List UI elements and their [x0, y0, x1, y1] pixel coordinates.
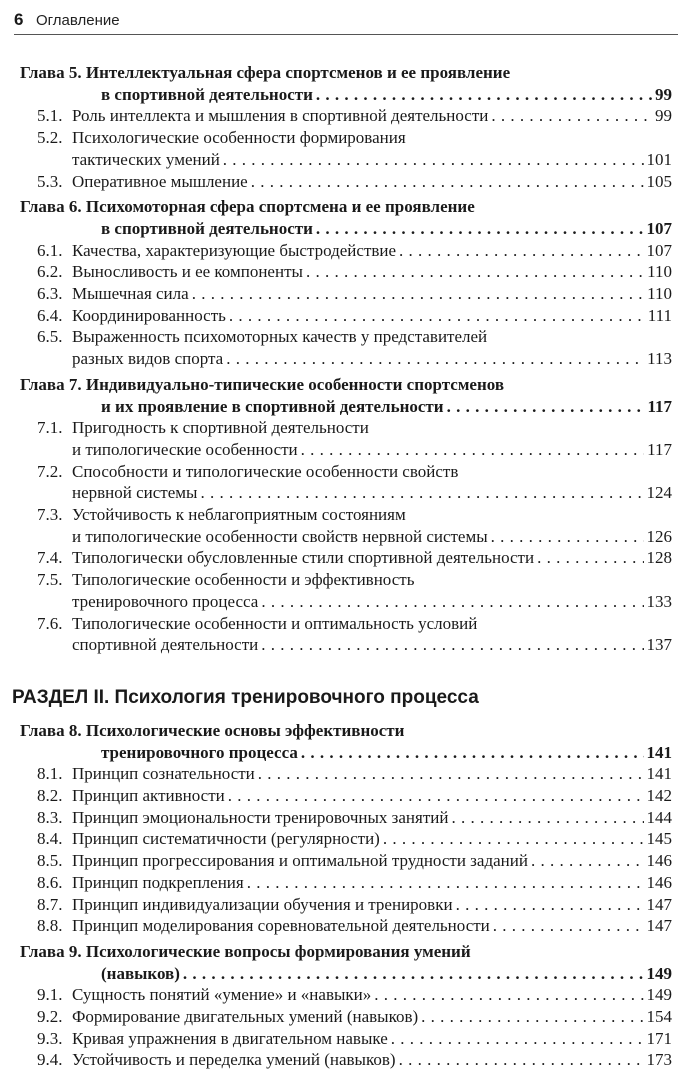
toc-row: [101, 742, 672, 764]
entry-title: нервной системы: [72, 483, 198, 503]
toc-row: [72, 1028, 672, 1050]
entry-title: Принцип подкрепления: [72, 872, 244, 892]
page-ref: 146: [646, 851, 672, 871]
entry-title: и типологические особенности свойств нервной системы: [72, 526, 488, 546]
entry-title: спортивной деятельности: [72, 635, 259, 655]
entry-title: Формирование двигательных умений (навыков): [72, 1007, 419, 1026]
item-title: Типологические особенности и эффективность: [72, 570, 415, 590]
toc-row: [72, 591, 672, 613]
entry-title: Сущность понятий «умение» и «навыки»: [72, 985, 372, 1005]
toc-row: [72, 915, 672, 937]
item-number: 6.3.: [37, 284, 63, 303]
toc-row: [101, 218, 672, 240]
entry-title: Выносливость и ее компоненты: [72, 262, 303, 282]
item-number: 8.8.: [37, 916, 63, 936]
entry-title: тренировочного процесса: [72, 591, 259, 611]
entry-title: разных видов спорта: [72, 349, 224, 369]
dot-leader: [537, 547, 643, 569]
dot-leader: [491, 105, 652, 127]
entry-title: Принцип моделирования соревновательной деятельности: [72, 916, 490, 936]
toc-row: [72, 785, 672, 807]
chapter-title: Глава 5. Интеллектуальная сфера спортсменов и ее проявление: [20, 63, 511, 82]
page-ref: 154: [646, 1007, 672, 1026]
entry-title: Роль интеллекта и мышления в спортивной деятельности: [72, 106, 489, 126]
page-ref: 147: [646, 894, 672, 914]
page-ref: 124: [646, 483, 672, 503]
entry-title: и типологические особенности: [72, 439, 298, 459]
page-ref: 99: [655, 106, 672, 126]
dot-leader: [491, 526, 644, 548]
chapter-title: Глава 8. Психологические основы эффективности: [20, 720, 405, 740]
item-number: 8.3.: [37, 807, 63, 827]
entry-title: в спортивной деятельности: [101, 84, 313, 104]
item-number: 6.5.: [37, 327, 63, 347]
item-number: 6.1.: [37, 240, 63, 260]
item-number: 7.3.: [37, 505, 63, 524]
toc-row: [72, 763, 672, 785]
item-number: 9.3.: [37, 1028, 63, 1048]
dot-leader: [229, 305, 645, 327]
item-number: 5.3.: [37, 171, 63, 191]
entry-title: Принцип эмоциональности тренировочных занятий: [72, 807, 449, 827]
dot-leader: [251, 171, 644, 193]
page-ref: 117: [647, 396, 672, 416]
toc-row: [72, 240, 672, 262]
item-number: 7.2.: [37, 461, 63, 481]
dot-leader: [223, 149, 644, 171]
entry-title: и их проявление в спортивной деятельности: [101, 396, 444, 416]
section-title: РАЗДЕЛ II. Психология тренировочного процесса: [12, 686, 479, 708]
entry-title: тренировочного процесса: [101, 742, 298, 762]
item-number: 8.7.: [37, 894, 63, 914]
entry-title: Принцип систематичности (регулярности): [72, 829, 380, 849]
item-number: 9.4.: [37, 1050, 63, 1070]
page-ref: 141: [646, 764, 672, 784]
toc-row: [101, 396, 672, 418]
page-ref: 171: [646, 1028, 672, 1048]
page-ref: 142: [646, 786, 672, 805]
running-head: Оглавление: [36, 12, 120, 29]
entry-title: (навыков): [101, 963, 180, 983]
dot-leader: [374, 984, 643, 1006]
item-number: 7.6.: [37, 613, 63, 633]
page-ref: 149: [646, 963, 672, 983]
page-ref: 133: [646, 591, 672, 611]
page-ref: 173: [646, 1050, 672, 1070]
item-number: 8.1.: [37, 764, 63, 784]
dot-leader: [261, 591, 643, 613]
toc-row: [72, 894, 672, 916]
page-ref: 147: [646, 916, 672, 936]
item-title: Типологические особенности и оптимальность условий: [72, 613, 478, 633]
item-number: 8.5.: [37, 851, 63, 871]
page-ref: 137: [646, 635, 672, 655]
entry-title: Оперативное мышление: [72, 171, 248, 191]
entry-title: Устойчивость и переделка умений (навыков): [72, 1050, 396, 1070]
toc-row: [101, 963, 672, 985]
page-ref: 117: [647, 439, 672, 459]
toc-row: [72, 850, 672, 872]
dot-leader: [421, 1006, 643, 1028]
item-number: 7.4.: [37, 548, 63, 568]
toc-row: [72, 984, 672, 1006]
item-number: 9.1.: [37, 985, 63, 1005]
toc-row: [72, 526, 672, 548]
dot-leader: [316, 84, 652, 106]
dot-leader: [493, 915, 644, 937]
item-number: 8.4.: [37, 829, 63, 849]
toc-row: [72, 828, 672, 850]
entry-title: Принцип активности: [72, 786, 225, 805]
item-number: 8.2.: [37, 786, 63, 805]
dot-leader: [192, 283, 644, 305]
dot-leader: [226, 348, 644, 370]
page-header: [14, 8, 678, 35]
page-ref: 111: [647, 305, 672, 325]
page-ref: 110: [647, 262, 672, 282]
page-ref: 107: [646, 218, 672, 238]
chapter-title: Глава 9. Психологические вопросы формирования умений: [20, 941, 471, 961]
dot-leader: [301, 439, 644, 461]
page-number: 6: [14, 10, 24, 29]
toc-row: [101, 84, 672, 106]
toc-row: [72, 482, 672, 504]
page-ref: 149: [646, 985, 672, 1005]
entry-title: Типологически обусловленные стили спортивной деятельности: [72, 548, 535, 568]
page-ref: 99: [655, 84, 672, 104]
entry-title: в спортивной деятельности: [101, 218, 313, 238]
dot-leader: [383, 828, 644, 850]
item-number: 5.2.: [37, 128, 63, 148]
toc-row: [72, 1006, 672, 1028]
toc-row: [72, 439, 672, 461]
page-ref: 146: [646, 872, 672, 892]
page-ref: 105: [646, 171, 672, 191]
item-title: Психологические особенности формирования: [72, 128, 406, 148]
item-title: Пригодность к спортивной деятельности: [72, 418, 369, 438]
item-title: Выраженность психомоторных качеств у представителей: [72, 327, 488, 347]
item-title: Устойчивость к неблагоприятным состояниям: [72, 505, 406, 524]
item-number: 6.2.: [37, 262, 63, 282]
chapter-title: Глава 7. Индивидуально-типические особенности спортсменов: [20, 374, 505, 394]
dot-leader: [399, 240, 643, 262]
page-ref: 144: [646, 807, 672, 827]
dot-leader: [247, 872, 644, 894]
item-number: 8.6.: [37, 872, 63, 892]
entry-title: Принцип сознательности: [72, 764, 255, 784]
dot-leader: [301, 742, 644, 764]
dot-leader: [306, 261, 644, 283]
entry-title: Принцип прогрессирования и оптимальной трудности заданий: [72, 851, 528, 871]
item-number: 7.1.: [37, 418, 63, 438]
chapter-title: Глава 6. Психомоторная сфера спортсмена и ее проявление: [20, 197, 475, 217]
dot-leader: [200, 482, 643, 504]
entry-title: Принцип индивидуализации обучения и тренировки: [72, 894, 453, 914]
toc-row: [72, 305, 672, 327]
dot-leader: [228, 785, 644, 807]
toc-row: [72, 348, 672, 370]
dot-leader: [258, 763, 644, 785]
item-title: Способности и типологические особенности свойств: [72, 461, 459, 481]
page-ref: 128: [646, 548, 672, 568]
page-ref: 145: [646, 829, 672, 849]
page-ref: 101: [646, 149, 672, 169]
toc-row: [72, 872, 672, 894]
item-number: 7.5.: [37, 570, 63, 590]
toc-row: [72, 261, 672, 283]
page-ref: 126: [646, 526, 672, 546]
dot-leader: [451, 807, 643, 829]
dot-leader: [391, 1028, 644, 1050]
page-ref: 141: [646, 742, 672, 762]
toc-row: [72, 283, 672, 305]
entry-title: Качества, характеризующие быстродействие: [72, 240, 397, 260]
toc-row: [72, 807, 672, 829]
item-number: 5.1.: [37, 106, 63, 126]
toc-row: [72, 634, 672, 656]
dot-leader: [531, 850, 644, 872]
toc-row: [72, 171, 672, 193]
page-ref: 113: [647, 349, 672, 369]
toc-row: [72, 547, 672, 569]
item-number: 6.4.: [37, 305, 63, 325]
entry-title: тактических умений: [72, 149, 220, 169]
toc-row: [72, 105, 672, 127]
page-ref: 110: [647, 284, 672, 303]
dot-leader: [447, 396, 645, 418]
dot-leader: [316, 218, 644, 240]
toc-row: [72, 149, 672, 171]
entry-title: Кривая упражнения в двигательном навыке: [72, 1028, 388, 1048]
dot-leader: [456, 894, 644, 916]
entry-title: Мышечная сила: [72, 284, 189, 303]
item-number: 9.2.: [37, 1007, 63, 1026]
page-ref: 107: [646, 240, 672, 260]
entry-title: Координированность: [72, 305, 226, 325]
dot-leader: [183, 963, 644, 985]
dot-leader: [261, 634, 643, 656]
